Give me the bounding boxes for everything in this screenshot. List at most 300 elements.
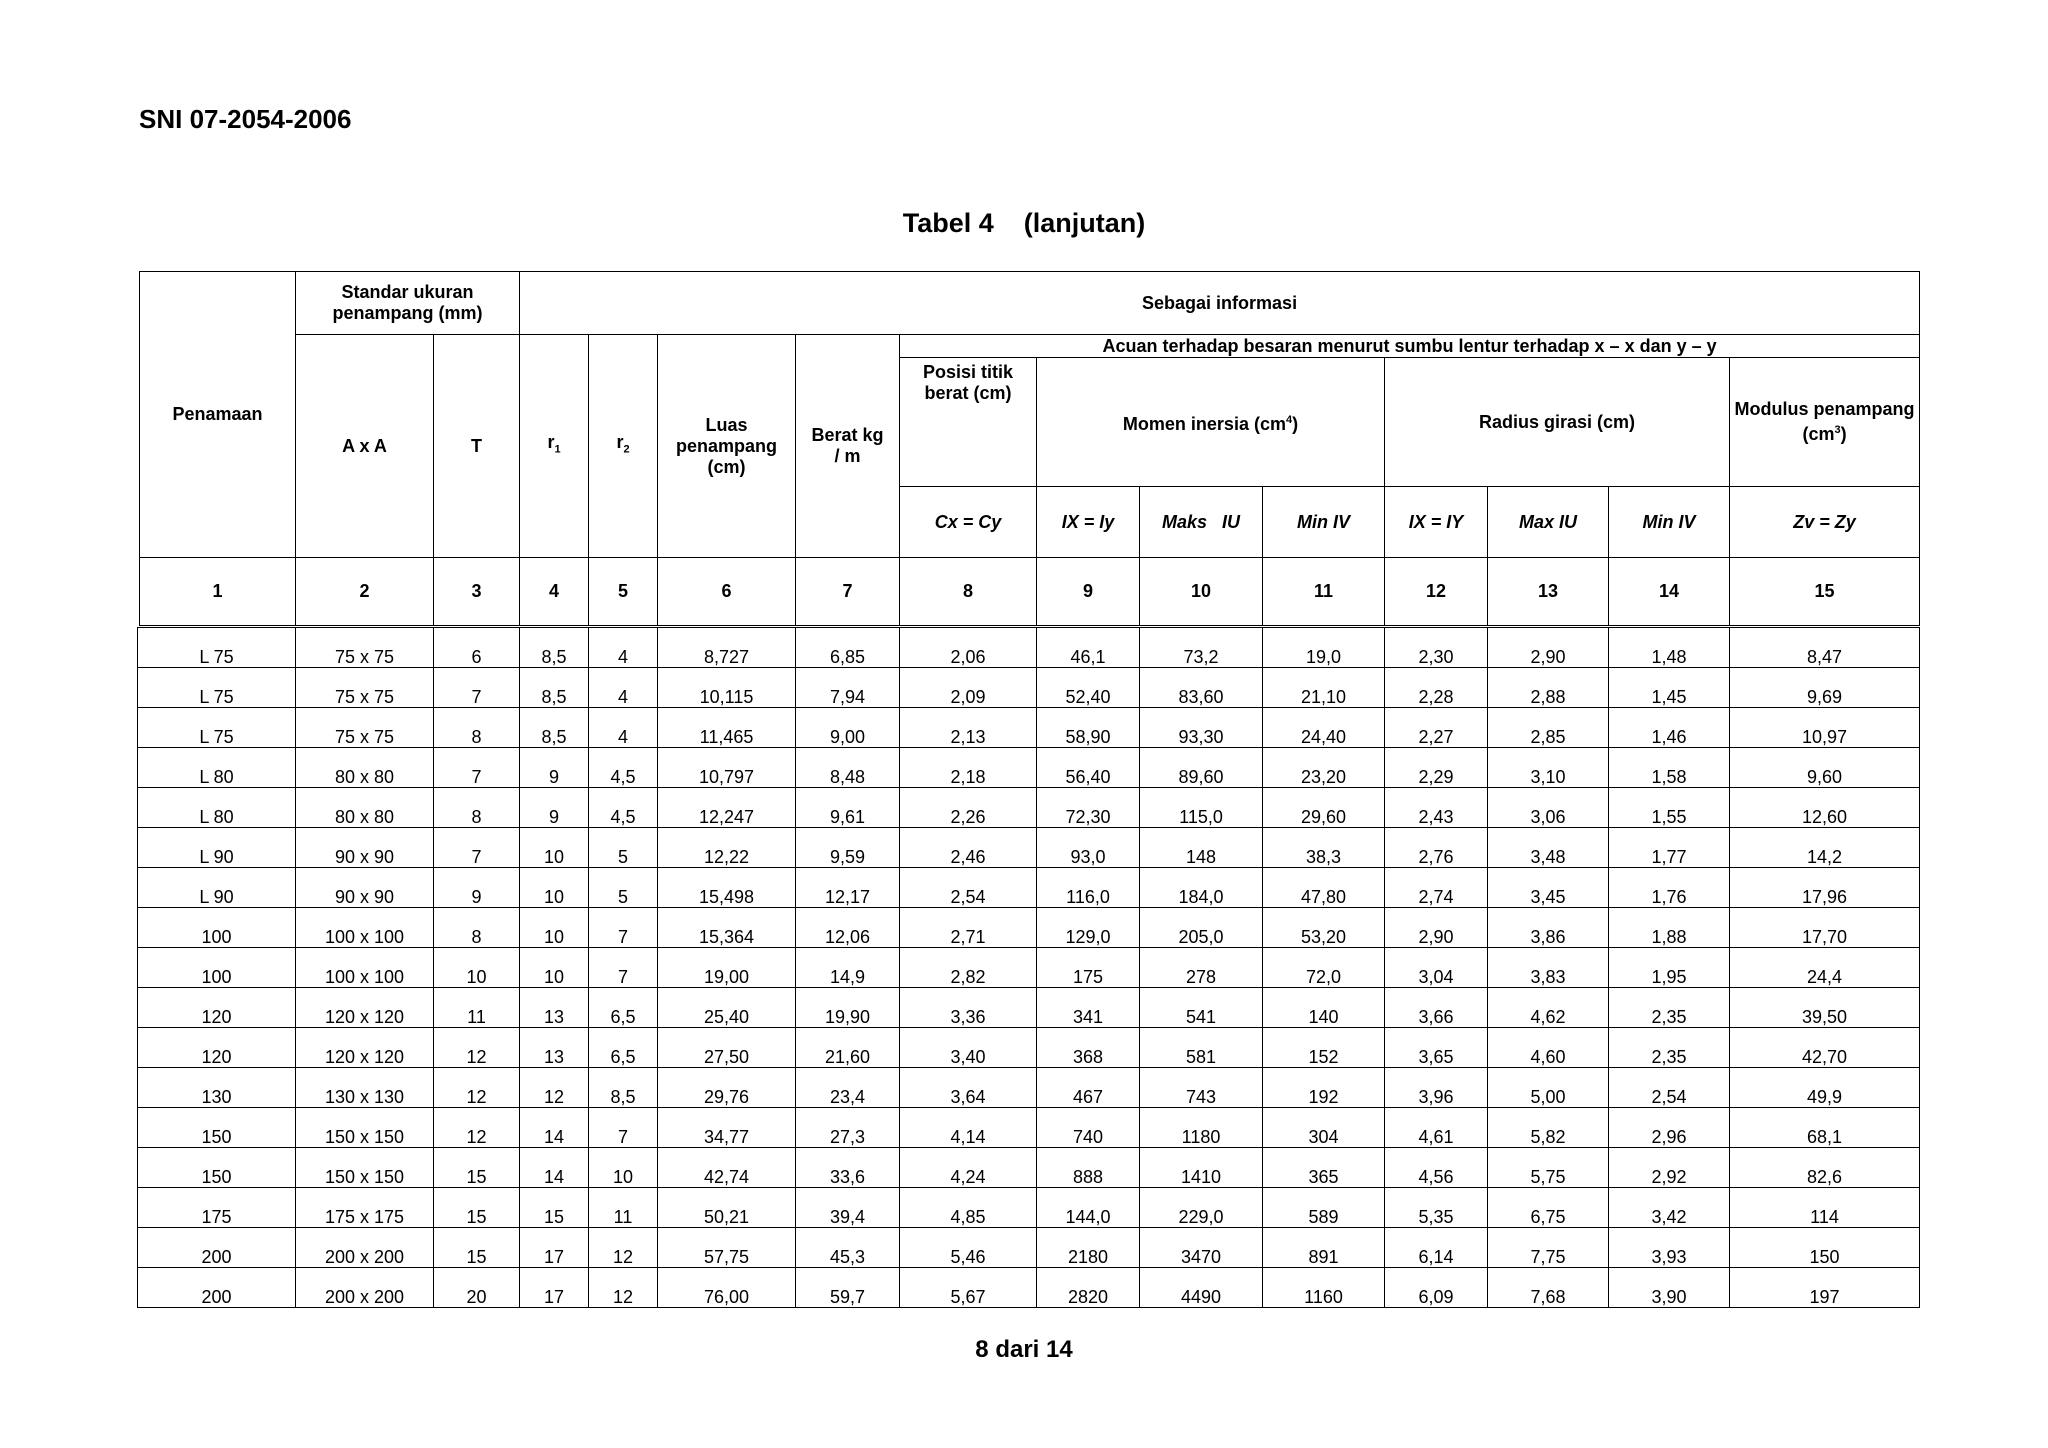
data-table [137,627,1920,1308]
table-cell: 33,6 [796,1148,900,1188]
table-cell: 8 [434,908,520,948]
table-cell: 130 [138,1068,296,1108]
table-cell: 8,47 [1730,628,1920,668]
table-cell: 39,4 [796,1188,900,1228]
table-cell: L 90 [138,868,296,908]
table-cell: 7 [434,748,520,788]
table-cell: 1,55 [1609,788,1730,828]
table-cell: 150 [138,1148,296,1188]
col-number: 1 [140,558,296,626]
col-number: 4 [520,558,589,626]
table-cell: 150 [1730,1228,1920,1268]
table-cell: 205,0 [1140,908,1263,948]
table-cell: 120 [138,1028,296,1068]
table-cell: 75 x 75 [296,708,434,748]
col-number: 3 [434,558,520,626]
table-row [138,748,1920,788]
table-cell: 144,0 [1037,1188,1140,1228]
table-cell: 3,93 [1609,1228,1730,1268]
table-cell: 4,5 [589,748,658,788]
header-acuan: Acuan terhadap besaran menurut sumbu lentur terhadap x – x dan y – y [900,335,1920,358]
table-row [138,828,1920,868]
table-cell: 14 [520,1108,589,1148]
table-cell: 23,20 [1263,748,1385,788]
table-cell: 19,90 [796,988,900,1028]
table-cell: 15 [434,1228,520,1268]
table-row [138,708,1920,748]
col-number: 2 [296,558,434,626]
table-cell: 2,54 [1609,1068,1730,1108]
table-cell: 130 x 130 [296,1068,434,1108]
header-penamaan: Penamaan [140,272,296,558]
table-title: Tabel 4 (lanjutan) [902,208,1146,238]
table-cell: 2,74 [1385,868,1488,908]
table-cell: 93,0 [1037,828,1140,868]
table-cell: 2,18 [900,748,1037,788]
table-cell: 2,13 [900,708,1037,748]
header-berat: Berat kg / m [796,335,900,558]
header-radius-girasi: Radius girasi (cm) [1385,358,1730,487]
table-cell: 7 [589,1108,658,1148]
header-max-iu: Max IU [1488,487,1609,558]
table-cell: 2,35 [1609,988,1730,1028]
header-min-iv-radius: Min IV [1609,487,1730,558]
table-cell: 7,68 [1488,1268,1609,1308]
table-cell: 2,88 [1488,668,1609,708]
table-cell: 14 [520,1148,589,1188]
table-cell: 278 [1140,948,1263,988]
table-cell: 8,5 [589,1068,658,1108]
table-cell: 100 [138,908,296,948]
table-cell: 10,97 [1730,708,1920,748]
table-cell: 10 [589,1148,658,1188]
table-cell: 17 [520,1268,589,1308]
table-cell: 4,5 [589,788,658,828]
table-cell: 200 x 200 [296,1228,434,1268]
table-cell: 4,14 [900,1108,1037,1148]
table-cell: 76,00 [658,1268,796,1308]
table-cell: 8,5 [520,708,589,748]
header-momen-sup: 4 [1285,413,1293,426]
table-cell: 5 [589,828,658,868]
table-cell: 2,54 [900,868,1037,908]
table-cell: 9 [520,788,589,828]
table-cell: 8,5 [520,628,589,668]
table-cell: 3,96 [1385,1068,1488,1108]
table-cell: 15,364 [658,908,796,948]
table-cell: 53,20 [1263,908,1385,948]
table-cell: 25,40 [658,988,796,1028]
table-cell: 80 x 80 [296,788,434,828]
table-cell: 15 [434,1148,520,1188]
table-cell: 6,75 [1488,1188,1609,1228]
table-row [138,1188,1920,1228]
table-cell: 2,82 [900,948,1037,988]
table-cell: 120 [138,988,296,1028]
table-row [138,1068,1920,1108]
table-cell: 175 x 175 [296,1188,434,1228]
table-cell: 152 [1263,1028,1385,1068]
table-cell: 7,75 [1488,1228,1609,1268]
table-cell: 49,9 [1730,1068,1920,1108]
table-row [138,788,1920,828]
table-cell: 11 [434,988,520,1028]
header-modulus [1730,358,1920,487]
table-header [139,271,1920,626]
table-cell: 52,40 [1037,668,1140,708]
table-cell: 6,5 [589,988,658,1028]
table-cell: 6,85 [796,628,900,668]
table-cell: 4 [589,628,658,668]
table-cell: 6,14 [1385,1228,1488,1268]
table-row [138,1268,1920,1308]
table-cell: 4,24 [900,1148,1037,1188]
table-cell: 24,40 [1263,708,1385,748]
table-cell: 3,48 [1488,828,1609,868]
col-number: 10 [1140,558,1263,626]
table-cell: L 75 [138,708,296,748]
table-cell: 5,82 [1488,1108,1609,1148]
table-cell: 3,64 [900,1068,1037,1108]
table-cell: 83,60 [1140,668,1263,708]
table-cell: 541 [1140,988,1263,1028]
table-cell: 90 x 90 [296,828,434,868]
table-cell: 3,36 [900,988,1037,1028]
table-cell: 10 [434,948,520,988]
table-cell: 3,04 [1385,948,1488,988]
table-cell: 2,96 [1609,1108,1730,1148]
table-cell: 13 [520,1028,589,1068]
table-cell: 129,0 [1037,908,1140,948]
table-cell: 2,76 [1385,828,1488,868]
table-cell: L 75 [138,668,296,708]
col-number: 6 [658,558,796,626]
table-cell: 148 [1140,828,1263,868]
table-cell: 3,10 [1488,748,1609,788]
table-cell: 4 [589,668,658,708]
table-cell: 19,00 [658,948,796,988]
table-cell: 368 [1037,1028,1140,1068]
header-maks-iu: Maks IU [1140,487,1263,558]
header-ix-iy-radius: IX = IY [1385,487,1488,558]
table-body [138,628,1920,1308]
table-cell: 9,61 [796,788,900,828]
table-cell: 57,75 [658,1228,796,1268]
table-cell: 42,74 [658,1148,796,1188]
header-r2-base: r [616,431,624,452]
table-cell: 150 x 150 [296,1148,434,1188]
col-number: 14 [1609,558,1730,626]
table-cell: 17,70 [1730,908,1920,948]
table-cell: 12,247 [658,788,796,828]
table-row [138,668,1920,708]
table-cell: 3,42 [1609,1188,1730,1228]
table-cell: 1,58 [1609,748,1730,788]
table-cell: 365 [1263,1148,1385,1188]
table-cell: 34,77 [658,1108,796,1148]
table-cell: 42,70 [1730,1028,1920,1068]
header-ix-iy: IX = Iy [1037,487,1140,558]
table-cell: 12 [589,1228,658,1268]
table-cell: 1,45 [1609,668,1730,708]
table-cell: 200 x 200 [296,1268,434,1308]
header-modulus-close: ) [1840,424,1847,444]
table-cell: 3,66 [1385,988,1488,1028]
table-cell: 589 [1263,1188,1385,1228]
header-zv-zy: Zv = Zy [1730,487,1920,558]
table-cell: 2,27 [1385,708,1488,748]
table-cell: 59,7 [796,1268,900,1308]
header-r1-sub: 1 [554,443,561,456]
table-cell: 5,00 [1488,1068,1609,1108]
col-number: 12 [1385,558,1488,626]
table-cell: 4,56 [1385,1148,1488,1188]
table-cell: L 80 [138,788,296,828]
table-cell: 2,26 [900,788,1037,828]
table-cell: 80 x 80 [296,748,434,788]
table-cell: 229,0 [1140,1188,1263,1228]
table-cell: 116,0 [1037,868,1140,908]
table-cell: 1,48 [1609,628,1730,668]
table-cell: 2,30 [1385,628,1488,668]
table-cell: 5,67 [900,1268,1037,1308]
table-cell: 82,6 [1730,1148,1920,1188]
table-cell: 46,1 [1037,628,1140,668]
table-row [138,868,1920,908]
table-row [138,1028,1920,1068]
table-cell: 175 [138,1188,296,1228]
table-row [138,1228,1920,1268]
table-cell: 743 [1140,1068,1263,1108]
table-cell: 304 [1263,1108,1385,1148]
table-cell: 56,40 [1037,748,1140,788]
table-cell: L 80 [138,748,296,788]
table-cell: 3,45 [1488,868,1609,908]
table-cell: 8,48 [796,748,900,788]
table-cell: 21,60 [796,1028,900,1068]
header-r1 [520,335,589,558]
table-cell: 1160 [1263,1268,1385,1308]
table-cell: 38,3 [1263,828,1385,868]
col-number: 15 [1730,558,1920,626]
table-cell: 3,86 [1488,908,1609,948]
table-cell: 12 [520,1068,589,1108]
header-standar-ukuran: Standar ukuran penampang (mm) [296,272,520,335]
table-cell: 1180 [1140,1108,1263,1148]
table-cell: 72,30 [1037,788,1140,828]
table-cell: 68,1 [1730,1108,1920,1148]
table-cell: 45,3 [796,1228,900,1268]
table-cell: 4,60 [1488,1028,1609,1068]
table-row [138,988,1920,1028]
table-cell: 581 [1140,1028,1263,1068]
table-cell: 39,50 [1730,988,1920,1028]
table-cell: 2,06 [900,628,1037,668]
header-r2 [589,335,658,558]
table-cell: 2,90 [1385,908,1488,948]
table-cell: 9,00 [796,708,900,748]
col-number: 8 [900,558,1037,626]
table-cell: 6,09 [1385,1268,1488,1308]
header-t: T [434,335,520,558]
table-cell: 100 [138,948,296,988]
table-cell: 120 x 120 [296,988,434,1028]
table-cell: 21,10 [1263,668,1385,708]
table-cell: 2,85 [1488,708,1609,748]
table-cell: 175 [1037,948,1140,988]
table-cell: 150 x 150 [296,1108,434,1148]
header-posisi: Posisi titik berat (cm) [900,358,1037,487]
table-cell: 3,90 [1609,1268,1730,1308]
table-cell: 2180 [1037,1228,1140,1268]
table-cell: 2,92 [1609,1148,1730,1188]
table-cell: 1,95 [1609,948,1730,988]
table-cell: 6 [434,628,520,668]
table-cell: 1,88 [1609,908,1730,948]
header-modulus-base: Modulus penampang (cm [1734,399,1915,444]
table-cell: 47,80 [1263,868,1385,908]
table-row [138,628,1920,668]
header-momen-inersia [1037,358,1385,487]
table-cell: 11,465 [658,708,796,748]
table-cell: 5 [589,868,658,908]
table-cell: 27,3 [796,1108,900,1148]
table-cell: 2,09 [900,668,1037,708]
table-cell: 2,35 [1609,1028,1730,1068]
table-cell: 19,0 [1263,628,1385,668]
table-row [138,908,1920,948]
table-cell: 1410 [1140,1148,1263,1188]
table-cell: 75 x 75 [296,628,434,668]
table-cell: 467 [1037,1068,1140,1108]
table-cell: 2820 [1037,1268,1140,1308]
table-cell: 1,77 [1609,828,1730,868]
table-cell: 3,06 [1488,788,1609,828]
table-cell: 4,85 [900,1188,1037,1228]
table-cell: 10 [520,868,589,908]
table-cell: 20 [434,1268,520,1308]
table-cell: 8,5 [520,668,589,708]
table-cell: 27,50 [658,1028,796,1068]
table-cell: 8 [434,708,520,748]
table-cell: 7 [589,908,658,948]
table-cell: 3,83 [1488,948,1609,988]
table-cell: 4,61 [1385,1108,1488,1148]
table-cell: 888 [1037,1148,1140,1188]
table-cell: 15 [520,1188,589,1228]
col-number: 9 [1037,558,1140,626]
table-cell: 14,9 [796,948,900,988]
table-cell: 10,797 [658,748,796,788]
table-cell: 13 [520,988,589,1028]
table-cell: 10 [520,908,589,948]
table-cell: 341 [1037,988,1140,1028]
col-number: 11 [1263,558,1385,626]
table-cell: 4,62 [1488,988,1609,1028]
table-cell: 10 [520,948,589,988]
table-cell: 12 [434,1068,520,1108]
table-cell: 89,60 [1140,748,1263,788]
header-r2-sub: 2 [623,443,630,456]
header-momen-close: ) [1292,413,1299,434]
table-cell: 12,22 [658,828,796,868]
table-cell: 10,115 [658,668,796,708]
table-cell: 9,60 [1730,748,1920,788]
table-cell: 9 [520,748,589,788]
table-cell: 5,75 [1488,1148,1609,1188]
page-number: 8 dari 14 [975,1336,1073,1363]
table-cell: 8,727 [658,628,796,668]
table-cell: 100 x 100 [296,908,434,948]
table-cell: 5,46 [900,1228,1037,1268]
table-cell: 8 [434,788,520,828]
table-row [138,1148,1920,1188]
table-cell: 140 [1263,988,1385,1028]
table-cell: 12 [434,1108,520,1148]
table-cell: 93,30 [1140,708,1263,748]
table-cell: 4490 [1140,1268,1263,1308]
table-cell: 12,17 [796,868,900,908]
table-cell: 7 [589,948,658,988]
table-cell: 7 [434,668,520,708]
table-cell: 2,71 [900,908,1037,948]
table-cell: 9,59 [796,828,900,868]
table-cell: 29,76 [658,1068,796,1108]
header-axa: A x A [296,335,434,558]
table-cell: 1,46 [1609,708,1730,748]
table-cell: 11 [589,1188,658,1228]
table-cell: 2,28 [1385,668,1488,708]
table-cell: 200 [138,1228,296,1268]
table-cell: 184,0 [1140,868,1263,908]
table-cell: 90 x 90 [296,868,434,908]
table-cell: 3470 [1140,1228,1263,1268]
header-modulus-sup: 3 [1834,424,1841,436]
table-cell: 740 [1037,1108,1140,1148]
table-cell: 200 [138,1268,296,1308]
table-cell: 17 [520,1228,589,1268]
table-cell: 14,2 [1730,828,1920,868]
table-cell: 24,4 [1730,948,1920,988]
table-cell: 9,69 [1730,668,1920,708]
table-cell: 2,29 [1385,748,1488,788]
table-cell: 29,60 [1263,788,1385,828]
table-cell: 7,94 [796,668,900,708]
table-cell: 17,96 [1730,868,1920,908]
table-cell: 4 [589,708,658,748]
table-cell: 12,60 [1730,788,1920,828]
table-cell: 12 [589,1268,658,1308]
table-cell: 12 [434,1028,520,1068]
table-cell: 2,43 [1385,788,1488,828]
col-number: 5 [589,558,658,626]
table-cell: 891 [1263,1228,1385,1268]
table-cell: 197 [1730,1268,1920,1308]
header-luas: Luas penampang (cm) [658,335,796,558]
header-momen-base: Momen inersia (cm [1122,413,1286,434]
table-cell: 9 [434,868,520,908]
table-cell: 12,06 [796,908,900,948]
table-cell: 5,35 [1385,1188,1488,1228]
table-row [138,1108,1920,1148]
table-cell: 15,498 [658,868,796,908]
table-cell: 75 x 75 [296,668,434,708]
header-cx-cy: Cx = Cy [900,487,1037,558]
table-cell: 15 [434,1188,520,1228]
table-cell: 114 [1730,1188,1920,1228]
table-cell: 10 [520,828,589,868]
table-cell: 192 [1263,1068,1385,1108]
